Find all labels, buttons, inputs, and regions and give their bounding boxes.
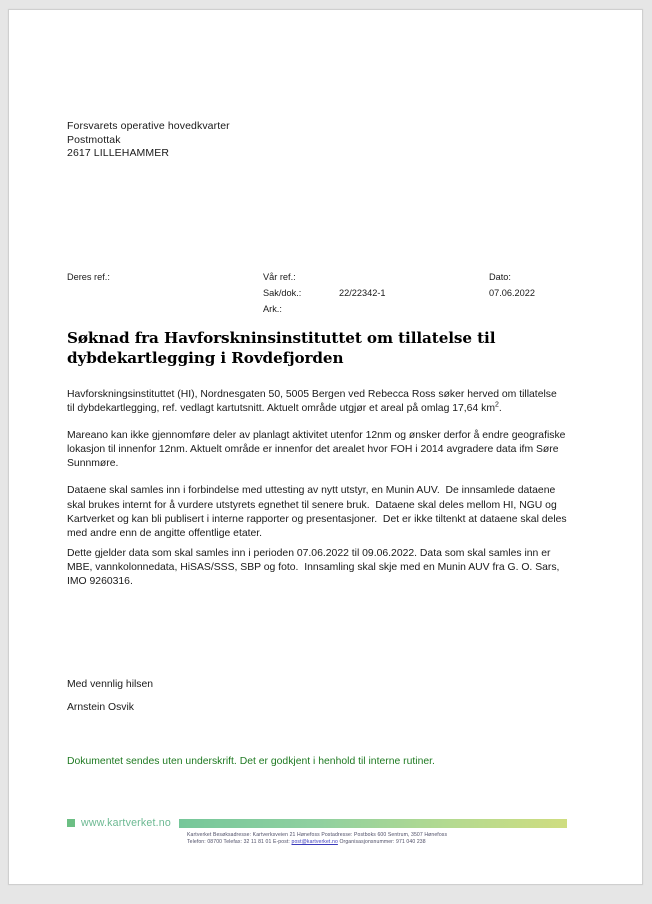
footer-gradient-bar: [179, 819, 567, 828]
reference-block: [67, 269, 577, 318]
footer-fine-print: [187, 832, 577, 847]
footer-address-line: Kartverket Besøksadresse: Kartverksveien 21 Hønefoss Postadresse: Postboks 600 Sentrum, 3507 Hønefoss: [187, 832, 448, 838]
recipient-line-1: Forsvarets operative hovedkvarter: [67, 120, 230, 132]
page-footer: [9, 810, 642, 886]
sak-dok-value: 22/22342-1: [339, 288, 386, 299]
footer-contact-line: [187, 839, 577, 846]
deres-ref-value: [67, 285, 263, 301]
ark-label: Ark.:: [263, 304, 282, 315]
document-page: [8, 9, 643, 885]
paragraph-2: Mareano kan ikke gjennomføre deler av planlagt aktivitet utenfor 12nm og ønsker derfor å endre geografiske lokasjon til innenfor 12nm. Aktuelt område er innenfor det arealet hvor FOH i 2014 avgradere data ifm Søre Sunnmøre.: [67, 430, 569, 470]
reference-row-1: [67, 269, 577, 285]
reference-row-3: [67, 301, 577, 317]
signature-closing: Med vennlig hilsen: [67, 679, 154, 690]
var-ref-label: Vår ref.:: [263, 272, 296, 282]
footer-orgnr-text: Organisasjonsnummer: 971 040 238: [337, 839, 426, 846]
reference-row-2: [67, 285, 577, 301]
paragraph-1-text-after: .: [498, 403, 502, 415]
sak-dok-label: Sak/dok.:: [263, 288, 302, 299]
footer-site-url[interactable]: www.kartverket.no: [81, 817, 171, 829]
dato-value: 07.06.2022: [489, 288, 535, 299]
signature-block: [67, 678, 153, 715]
paragraph-3: Dataene skal samles inn i forbindelse med uttesting av nytt utstyr, en Munin AUV. De innsamlede dataene skal brukes internt for å vurdere utstyrets egnethet til senere bruk. Dataene skal deles mellom HI, NGU og Kartverket og kan bli publisert i interne rapporter og presentasjoner. Det er ikke tiltenkt at dataene skal deles med andre enn de angitte offentlige etater.: [67, 485, 570, 539]
reference-spacer: [67, 301, 263, 317]
recipient-line-3: 2617 LILLEHAMMER: [67, 147, 170, 160]
document-title: Søknad fra Havforskninsinstituttet om tillatelse til dybdekartlegging i Rovdefjorden: [67, 329, 496, 367]
footer-brand-bar: [67, 816, 567, 830]
paragraph-1-text: Havforskningsinstituttet (HI), Nordnesgaten 50, 5005 Bergen ved Rebecca Ross søker herved om tillatelse til dybdekartlegging, ref. vedlagt kartutsnitt. Aktuelt område utgjør et areal på omlag 17,64 km: [67, 389, 560, 415]
recipient-address-block: [67, 120, 230, 161]
signature-name: Arnstein Osvik: [67, 702, 134, 714]
document-body: [67, 388, 570, 602]
paragraph-4: Dette gjelder data som skal samles inn i perioden 07.06.2022 til 09.06.2022. Data som skal samles inn er MBE, vannkolonnedata, HiSAS/SSS, SBP og foto. Innsamling skal skje med en Munin AUV fra G. O. Sars, IMO 9260316.: [67, 547, 563, 588]
footer-phone-text: Telefon: 08700 Telefax: 32 11 81 01 E-post:: [187, 839, 292, 846]
var-ref-value: [339, 269, 489, 285]
paragraph-1: [67, 388, 567, 416]
deres-ref-label: Deres ref.:: [67, 272, 110, 282]
footer-email-link[interactable]: post@kartverket.no: [291, 839, 338, 846]
unsigned-document-notice: Dokumentet sendes uten underskrift. Det er godkjent i henhold til interne rutiner.: [67, 756, 435, 767]
paragraph-1-superscript: 2: [494, 401, 499, 409]
green-square-icon: [67, 819, 75, 827]
ark-value: [339, 301, 489, 317]
recipient-line-2: Postmottak: [67, 133, 121, 146]
reference-spacer-2: [489, 301, 577, 317]
dato-label: Dato:: [489, 272, 511, 282]
